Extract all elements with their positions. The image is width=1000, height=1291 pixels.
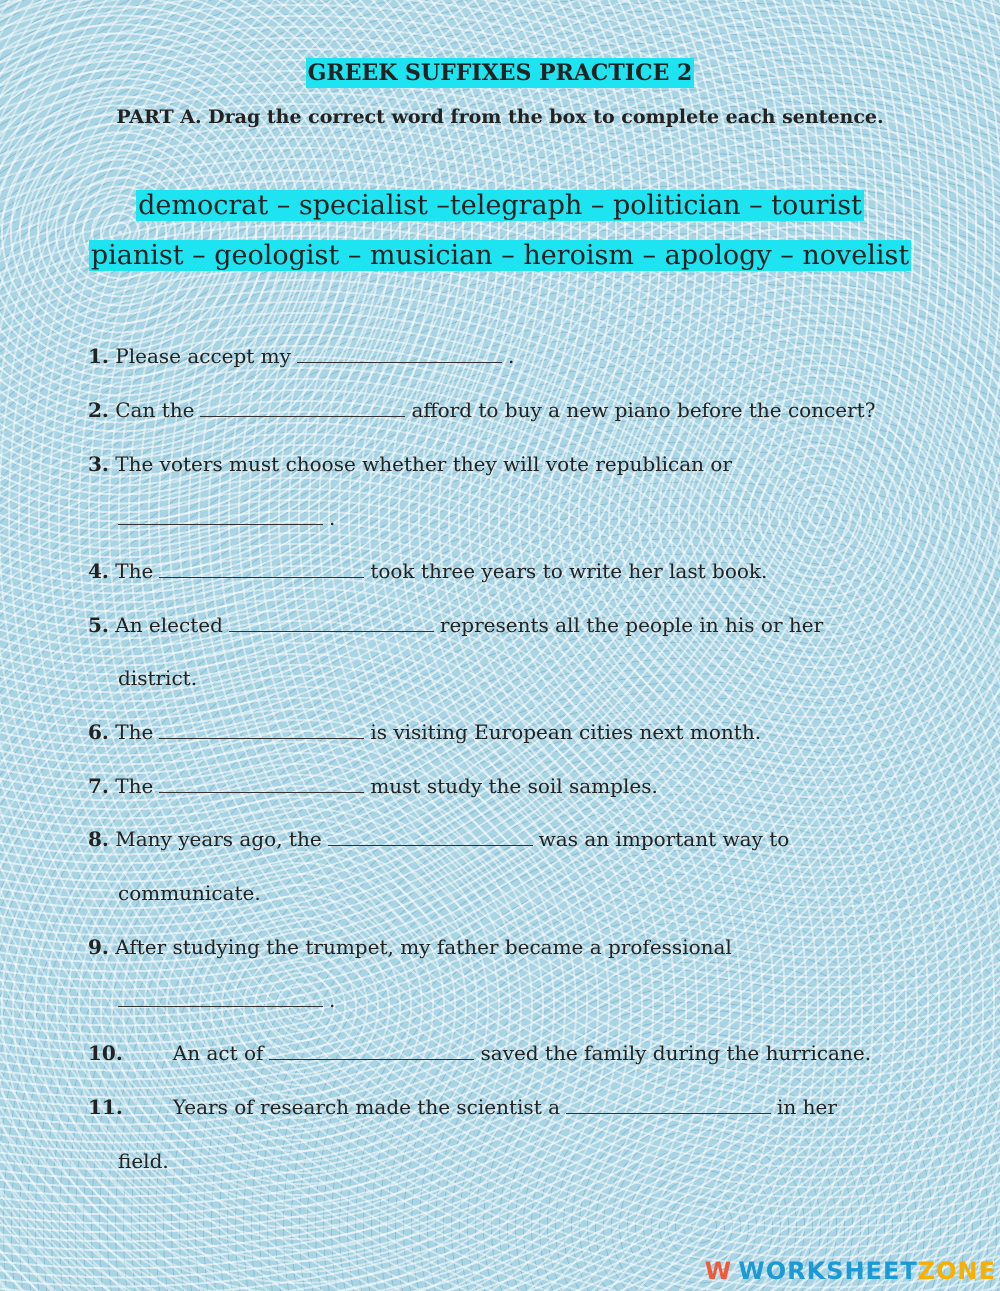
question-2: 2. Can the afford to buy a new piano before the concert? xyxy=(88,398,876,422)
question-10: 10. An act of saved the family during the hurricane. xyxy=(88,1041,872,1065)
instructions: PART A. Drag the correct word from the box to complete each sentence. xyxy=(116,106,884,128)
question-11: 11. Years of research made the scientist a in her xyxy=(88,1095,837,1119)
question-5-cont: district. xyxy=(118,666,198,690)
word-bank-line-2: pianist – geologist – musician – heroism – apology – novelist xyxy=(90,240,910,271)
question-9-cont: . xyxy=(118,988,335,1012)
question-1: 1. Please accept my . xyxy=(88,344,515,368)
answer-blank-9[interactable] xyxy=(118,990,323,1007)
question-7: 7. The must study the soil samples. xyxy=(88,774,658,798)
question-5: 5. An elected represents all the people in his or her xyxy=(88,613,824,637)
answer-blank-8[interactable] xyxy=(328,829,533,846)
logo-mark-icon: W xyxy=(704,1257,733,1285)
question-6: 6. The is visiting European cities next month. xyxy=(88,720,762,744)
answer-blank-1[interactable] xyxy=(297,346,502,363)
worksheetzone-logo: W WORKSHEETZONE xyxy=(704,1257,996,1285)
answer-blank-10[interactable] xyxy=(269,1043,474,1060)
word-bank-line-1: democrat – specialist –telegraph – politician – tourist xyxy=(138,190,862,221)
question-3-cont: . xyxy=(118,506,335,530)
answer-blank-4[interactable] xyxy=(159,561,364,578)
question-11-cont: field. xyxy=(118,1149,169,1173)
question-8: 8. Many years ago, the was an important way to xyxy=(88,827,790,851)
question-3: 3. The voters must choose whether they will vote republican or xyxy=(88,452,732,476)
question-9: 9. After studying the trumpet, my father became a professional xyxy=(88,935,732,959)
answer-blank-5[interactable] xyxy=(229,615,434,632)
answer-blank-11[interactable] xyxy=(566,1097,771,1114)
answer-blank-6[interactable] xyxy=(159,722,364,739)
answer-blank-3[interactable] xyxy=(118,508,323,525)
page-title: GREEK SUFFIXES PRACTICE 2 xyxy=(307,60,693,86)
answer-blank-2[interactable] xyxy=(200,400,405,417)
question-4: 4. The took three years to write her last book. xyxy=(88,559,768,583)
question-8-cont: communicate. xyxy=(118,881,261,905)
answer-blank-7[interactable] xyxy=(159,776,364,793)
